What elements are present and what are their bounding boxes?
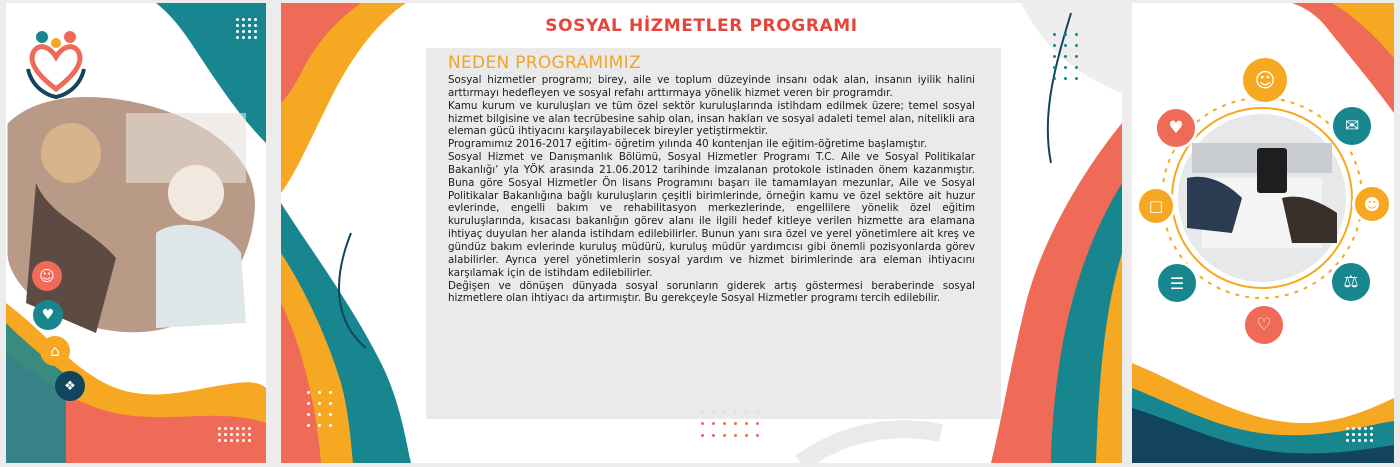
dot-pattern-bottom <box>1346 427 1376 445</box>
right-poster-panel <box>1132 3 1394 463</box>
dot-pattern-bottom <box>218 427 254 445</box>
page-title: SOSYAL HİZMETLER PROGRAMI <box>545 16 858 36</box>
paragraph: Programımız 2016-2017 eğitim- öğretim yılında 40 kontenjan ile eğitim-öğretime başlamıştır. <box>448 138 927 151</box>
content-box <box>426 48 1001 419</box>
home-icon: ⌂ <box>40 336 70 366</box>
paragraph: Sosyal Hizmet ve Danışmanlık Bölümü, Sosyal Hizmetler Programı T.C. Aile ve Sosyal Politikalar Bakanlığı’ yla YÖK arasında 21.06.2012 tarihinde imzalanan protokole istinaden önem kazanmıştır. Buna göre Sosyal Hizmetler Ön lisans Programını başarı ile tamamlayan mezunlar, Aile ve Sosyal Politikalar Bakanlığına bağlı kuruluşların çeşitli birimlerinde, örneğin kamu ve özel sektöre ait huzur evlerinde, engelli bakım ve rehabilitasyon merkezlerinde, engellilere yönelik özel eğitim kuruluşlarında, kısacası bakanlığın görev alanı ile ilgili hedef kitleye verilen hizmette ara elamana ihtiyaç duyulan her alanda istihdam edilebilirler. Bunun yanı sıra özel ve yerel yönetimlere ait kreş ve gündüz bakım evlerinde kuruluş müdürü, kuruluş müdür yardımcısı gibi önemli pozisyonlarda görev alabilirler. Ayrıca yerel yönetimlerin sosyal yardım ve hizmet birimlerinde ara eleman ihtiyacını karşılamak için de istihdam edilebilirler. <box>448 151 975 279</box>
heart-hand-icon: ♥ <box>1154 106 1198 150</box>
dot-pattern-bottom-left <box>307 391 340 435</box>
people-icon: ☺ <box>32 261 62 291</box>
paragraph: Değişen ve dönüşen dünyada sosyal sorunların giderek artış göstermesi beraberinde sosyal hizmetlere olan ihtiyacı da artırmıştır. Bu gerekçeyle Sosyal Hizmetler programı tercih edilebilir. <box>448 279 975 305</box>
dot-pattern <box>236 18 260 42</box>
people-circle-icon: ☻ <box>1352 184 1392 224</box>
hands-heart-icon: ♥ <box>33 300 63 330</box>
paragraph: Sosyal hizmetler programı; birey, aile ve toplum düzeyinde insanı odak alan, insanın iyilik halini arttırmayı hedefleyen ve sosyal refahı arttırmaya yönelik hizmet veren bir programdır. <box>448 74 975 99</box>
logo-icon <box>22 29 90 101</box>
section-heading: NEDEN PROGRAMIMIZ <box>448 53 641 73</box>
scales-icon: ⚖ <box>1329 260 1373 304</box>
handshake-icon: ❖ <box>55 371 85 401</box>
speech-bubble-icon: ✉ <box>1330 104 1374 148</box>
family-icon: ♡ <box>1242 303 1286 347</box>
book-icon: □ <box>1136 186 1176 226</box>
clipboard-icon: ☰ <box>1155 261 1199 305</box>
center-poster-panel <box>281 3 1122 463</box>
dot-pattern-top-right <box>1053 33 1086 88</box>
group-icon: ☺ <box>1240 55 1290 105</box>
left-poster-panel <box>6 3 266 463</box>
paragraph: Kamu kurum ve kuruluşları ve tüm özel sektör kuruluşlarında istihdam edilmek üzere; temel sosyal hizmet bilgisine ve alan tecrübesine sahip olan, insan hakları ve sosyal adaleti temel alan, nitelikli ara eleman gücü ihtiyacını karşılayabilecek bireyler yetiştirmektir. <box>448 99 975 138</box>
